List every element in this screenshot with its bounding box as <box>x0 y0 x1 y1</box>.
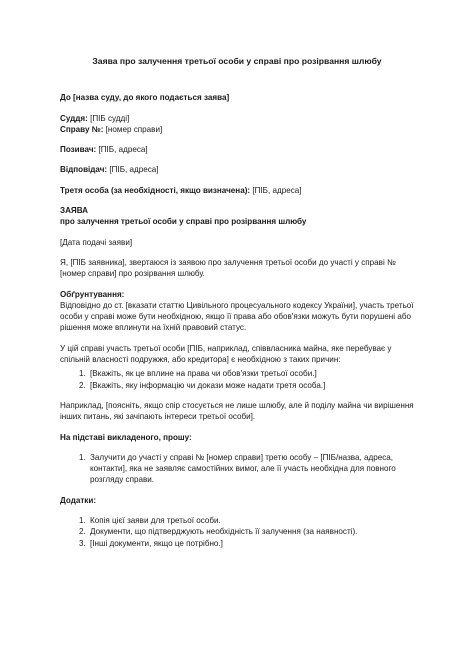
statement-heading: ЗАЯВА <box>60 206 89 216</box>
filing-date: [Дата подачі заяви] <box>60 237 133 247</box>
respondent-line <box>60 164 414 175</box>
list-item: 1. [Вкажіть, як це вплине на права чи обов'язки третьої особи.] <box>88 368 414 379</box>
third-party-line <box>60 185 414 196</box>
document-title: Заява про залучення третьої особи у справі про розірвання шлюбу <box>92 56 382 66</box>
requests-list <box>60 452 414 486</box>
list-item: 2. [Вкажіть, яку інформацію чи докази може надати третя особа.] <box>88 380 414 391</box>
judge-value: [ПІБ судді] <box>87 113 130 123</box>
list-item: 1. Копія цієї заяви для третьої особи. <box>88 515 414 526</box>
reasons-list <box>60 368 414 391</box>
request-heading: На підставі викладеного, прошу: <box>60 432 192 442</box>
example-paragraph: Наприклад, [поясніть, якщо спір стосується не лише шлюбу, але й поділу майна чи вирішення інших питань, які зачіпають інтереси третьої особи]. <box>60 400 414 422</box>
grounds-heading: Обґрунтування: <box>60 289 125 299</box>
third-party-label: Третя особа (за необхідності, якщо визначена): <box>60 185 251 195</box>
grounds-paragraph-1: Відповідно до ст. [вказати статтю Цивільного процесуального кодексу України], участь третьої особи у справі може бути необхідною, якщо її права або обов'язки можуть бути порушені або рішення може вплинути на їхній правовий статус. <box>60 300 414 333</box>
case-line <box>60 124 414 135</box>
attachments-heading: Додатки: <box>60 495 97 505</box>
third-party-value: [ПІБ, адреса] <box>250 185 302 195</box>
case-value: [номер справи] <box>103 124 163 134</box>
list-item: 3. [Інші документи, якщо це потрібно.] <box>88 538 414 549</box>
respondent-value: [ПІБ, адреса] <box>107 165 159 175</box>
case-label: Справу №: <box>60 124 104 134</box>
respondent-label: Відповідач: <box>60 165 108 175</box>
list-item: 2. Документи, що підтверджують необхідність її залучення (за наявності). <box>88 526 414 537</box>
judge-label: Суддя: <box>60 113 88 123</box>
statement-subheading: про залучення третьої особи у справі про розірвання шлюбу <box>60 217 307 227</box>
attachments-list <box>60 515 414 549</box>
judge-line <box>60 113 414 124</box>
list-item: 1. Залучити до участі у справі № [номер справи] третю особу – [ПІБ/назва, адреса, контакти], яка не заявляє самостійних вимог, але її участь необхідна для повного розгляду справи. <box>88 452 414 486</box>
plaintiff-line <box>60 144 414 155</box>
plaintiff-value: [ПІБ, адреса] <box>96 145 148 155</box>
grounds-paragraph-2: У цій справі участь третьої особи [ПІБ, наприклад, співвласника майна, яке перебуває у спільній власності подружжя, або кредитора] є необхідною з таких причин: <box>60 343 392 365</box>
intro-paragraph: Я, [ПІБ заявника], звертаюся із заявою про залучення третьої особи до участі у справі № [номер справи] про розірвання шлюбу. <box>60 257 396 279</box>
court-addressee: До [назва суду, до якого подається заява] <box>60 93 230 103</box>
plaintiff-label: Позивач: <box>60 145 97 155</box>
